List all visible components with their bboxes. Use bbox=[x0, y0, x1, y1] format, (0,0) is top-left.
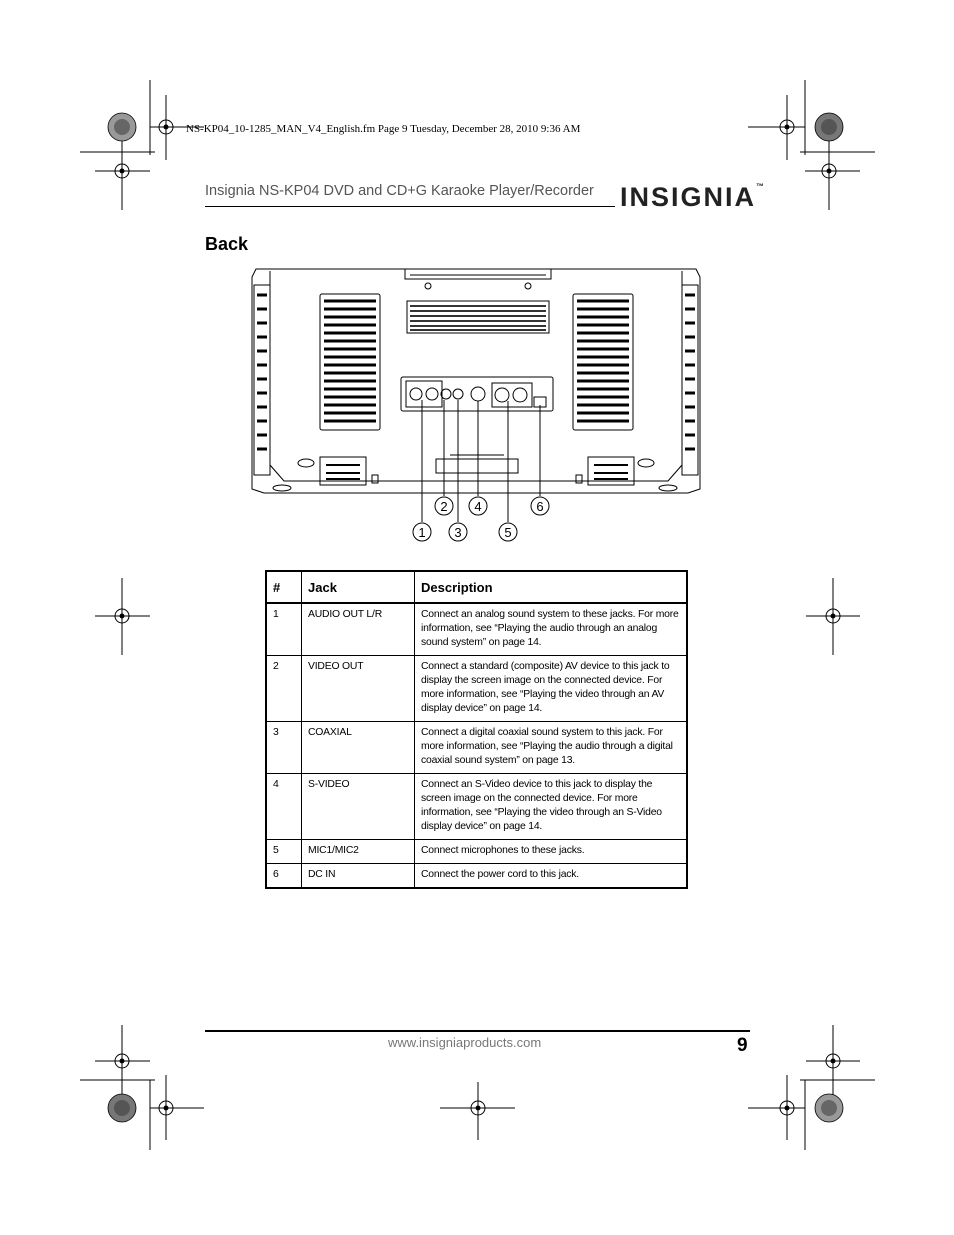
row-description: Connect an analog sound system to these jacks. For more information, see “Playing the audio through an analog sound system” on page 14. bbox=[415, 603, 688, 656]
table-row bbox=[266, 774, 687, 840]
col-number-header: # bbox=[266, 571, 302, 603]
header-title: Insignia NS-KP04 DVD and CD+G Karaoke Player/Recorder bbox=[205, 183, 594, 199]
callout-3: 3 bbox=[454, 525, 462, 540]
row-description: Connect a digital coaxial sound system to this jack. For more information, see “Playing the audio through a digital coaxial sound system” on page 13. bbox=[415, 722, 688, 774]
callout-4: 4 bbox=[474, 499, 482, 514]
row-number: 3 bbox=[266, 722, 302, 774]
row-description: Connect a standard (composite) AV device to this jack to display the screen image on the connected device. For more information, see “Playing the video through an AV display device” on page 14. bbox=[415, 656, 688, 722]
trademark-symbol: ™ bbox=[756, 182, 765, 191]
row-number: 4 bbox=[266, 774, 302, 840]
row-number: 5 bbox=[266, 840, 302, 864]
callout-5: 5 bbox=[504, 525, 512, 540]
row-description: Connect an S-Video device to this jack to display the screen image on the connected device. For more information, see “Playing the video through an S-Video display device” on page 14. bbox=[415, 774, 688, 840]
row-number: 1 bbox=[266, 603, 302, 656]
row-description: Connect microphones to these jacks. bbox=[415, 840, 688, 864]
row-jack: VIDEO OUT bbox=[302, 656, 415, 722]
brand-wordmark: INSIGNIA bbox=[620, 182, 757, 212]
section-title: Back bbox=[205, 234, 249, 254]
col-description-header: Description bbox=[415, 571, 688, 603]
row-number: 6 bbox=[266, 864, 302, 889]
file-slug: NS-KP04_10-1285_MAN_V4_English.fm Page 9 Tuesday, December 28, 2010 9:36 AM bbox=[186, 123, 581, 135]
page-number: 9 bbox=[737, 1035, 748, 1056]
row-jack: DC IN bbox=[302, 864, 415, 889]
table-row bbox=[266, 656, 687, 722]
row-description: Connect the power cord to this jack. bbox=[415, 864, 688, 889]
back-panel-illustration bbox=[250, 265, 702, 547]
row-number: 2 bbox=[266, 656, 302, 722]
footer-url: www.insigniaproducts.com bbox=[388, 1035, 542, 1050]
table-header-row bbox=[266, 571, 687, 603]
row-jack: MIC1/MIC2 bbox=[302, 840, 415, 864]
table-row bbox=[266, 840, 687, 864]
header-rule bbox=[205, 206, 615, 207]
callout-2: 2 bbox=[440, 499, 448, 514]
row-jack: COAXIAL bbox=[302, 722, 415, 774]
row-jack: S-VIDEO bbox=[302, 774, 415, 840]
table-row bbox=[266, 864, 687, 889]
col-jack-header: Jack bbox=[302, 571, 415, 603]
table-row bbox=[266, 603, 687, 656]
jacks-table bbox=[265, 570, 688, 889]
table-row bbox=[266, 722, 687, 774]
callout-6: 6 bbox=[536, 499, 544, 514]
callout-1: 1 bbox=[418, 525, 426, 540]
footer-rule bbox=[205, 1030, 750, 1032]
row-jack: AUDIO OUT L/R bbox=[302, 603, 415, 656]
brand-logo bbox=[620, 182, 764, 213]
